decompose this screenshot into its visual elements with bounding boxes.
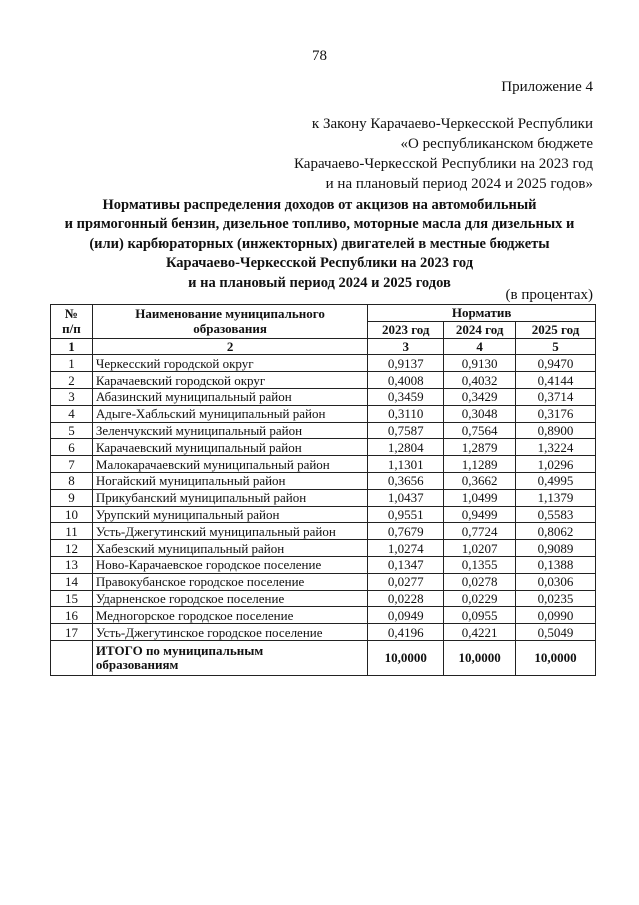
row-value-2025: 0,1388 bbox=[516, 556, 596, 573]
total-number-cell bbox=[51, 640, 93, 675]
row-value-2025: 0,3714 bbox=[516, 388, 596, 405]
table-row bbox=[51, 590, 596, 607]
column-number: 1 bbox=[51, 338, 93, 355]
norms-table bbox=[50, 304, 596, 676]
row-name: Урупский муниципальный район bbox=[92, 506, 367, 523]
row-value-2024: 0,7564 bbox=[444, 422, 516, 439]
total-2025: 10,0000 bbox=[516, 640, 596, 675]
row-value-2024: 0,9130 bbox=[444, 355, 516, 372]
units-note: (в процентах) bbox=[505, 287, 593, 303]
table-row bbox=[51, 372, 596, 389]
law-reference-line: к Закону Карачаево-Черкесской Республики bbox=[311, 116, 593, 132]
row-value-2023: 0,4196 bbox=[368, 624, 444, 641]
row-number: 6 bbox=[51, 439, 93, 456]
row-value-2025: 0,9470 bbox=[516, 355, 596, 372]
row-value-2025: 1,1379 bbox=[516, 489, 596, 506]
table-row bbox=[51, 523, 596, 540]
law-reference-line: и на плановый период 2024 и 2025 годов» bbox=[325, 176, 593, 192]
column-number: 4 bbox=[444, 338, 516, 355]
row-value-2025: 0,0235 bbox=[516, 590, 596, 607]
row-number: 13 bbox=[51, 556, 93, 573]
row-value-2023: 1,1301 bbox=[368, 456, 444, 473]
title-line: (или) карбюраторных (инжекторных) двигателей в местные бюджеты bbox=[89, 235, 550, 252]
row-name: Ногайский муниципальный район bbox=[92, 472, 367, 489]
row-value-2024: 0,1355 bbox=[444, 556, 516, 573]
row-number: 16 bbox=[51, 607, 93, 624]
row-value-2025: 0,5049 bbox=[516, 624, 596, 641]
row-value-2023: 0,9137 bbox=[368, 355, 444, 372]
row-value-2025: 1,3224 bbox=[516, 439, 596, 456]
row-value-2024: 0,3429 bbox=[444, 388, 516, 405]
header-number-line1: № bbox=[64, 306, 78, 322]
header-year-2024: 2024 год bbox=[444, 321, 516, 338]
row-name: Прикубанский муниципальный район bbox=[92, 489, 367, 506]
table-row bbox=[51, 472, 596, 489]
header-year-2023: 2023 год bbox=[368, 321, 444, 338]
title-line: Нормативы распределения доходов от акцизов на автомобильный bbox=[102, 197, 537, 213]
law-reference bbox=[294, 114, 593, 194]
header-name-line1: Наименование муниципального bbox=[135, 306, 325, 322]
row-name: Усть-Джегутинское городское поселение bbox=[92, 624, 367, 641]
row-number: 5 bbox=[51, 422, 93, 439]
row-name: Ново-Карачаевское городское поселение bbox=[92, 556, 367, 573]
total-row bbox=[51, 640, 596, 675]
row-name: Медногорское городское поселение bbox=[92, 607, 367, 624]
header-norm: Норматив bbox=[368, 305, 596, 322]
row-value-2025: 0,0990 bbox=[516, 607, 596, 624]
column-number: 5 bbox=[516, 338, 596, 355]
header-name-line2: образования bbox=[193, 321, 267, 337]
table-row bbox=[51, 439, 596, 456]
row-name: Карачаевский городской округ bbox=[92, 372, 367, 389]
total-name-line1: ИТОГО по муниципальным bbox=[95, 642, 264, 658]
row-name: Карачаевский муниципальный район bbox=[92, 439, 367, 456]
total-name-cell bbox=[92, 640, 367, 675]
row-name: Адыге-Хабльский муниципальный район bbox=[92, 405, 367, 422]
row-value-2023: 1,0437 bbox=[368, 489, 444, 506]
row-name: Зеленчукский муниципальный район bbox=[92, 422, 367, 439]
header-number-line2: п/п bbox=[62, 321, 81, 337]
row-value-2024: 0,0278 bbox=[444, 573, 516, 590]
title-line: и на плановый период 2024 и 2025 годов bbox=[188, 274, 451, 291]
table-row bbox=[51, 405, 596, 422]
row-number: 14 bbox=[51, 573, 93, 590]
row-number: 1 bbox=[51, 355, 93, 372]
row-value-2023: 0,0228 bbox=[368, 590, 444, 607]
title-line: и прямогонный бензин, дизельное топливо, моторные масла для дизельных и bbox=[64, 216, 575, 233]
column-number: 3 bbox=[368, 338, 444, 355]
header-number bbox=[51, 305, 93, 339]
table-row bbox=[51, 456, 596, 473]
table-row bbox=[51, 556, 596, 573]
header-name bbox=[92, 305, 367, 339]
row-value-2023: 0,1347 bbox=[368, 556, 444, 573]
row-name: Черкесский городской округ bbox=[92, 355, 367, 372]
table-row bbox=[51, 422, 596, 439]
table-row bbox=[51, 489, 596, 506]
row-name: Усть-Джегутинский муниципальный район bbox=[92, 523, 367, 540]
row-value-2024: 1,1289 bbox=[444, 456, 516, 473]
row-value-2025: 1,0296 bbox=[516, 456, 596, 473]
row-number: 10 bbox=[51, 506, 93, 523]
table-row bbox=[51, 540, 596, 557]
table-row bbox=[51, 355, 596, 372]
table-row bbox=[51, 624, 596, 641]
row-number: 15 bbox=[51, 590, 93, 607]
row-number: 3 bbox=[51, 388, 93, 405]
appendix-label: Приложение 4 bbox=[501, 79, 593, 95]
page-number: 78 bbox=[312, 48, 327, 64]
row-number: 2 bbox=[51, 372, 93, 389]
row-number: 7 bbox=[51, 456, 93, 473]
row-name: Ударненское городское поселение bbox=[92, 590, 367, 607]
row-value-2023: 1,0274 bbox=[368, 540, 444, 557]
row-value-2023: 0,3110 bbox=[368, 405, 444, 422]
header-year-2025: 2025 год bbox=[516, 321, 596, 338]
row-value-2024: 1,0499 bbox=[444, 489, 516, 506]
row-value-2024: 0,4032 bbox=[444, 372, 516, 389]
row-name: Правокубанское городское поселение bbox=[92, 573, 367, 590]
law-reference-line: «О республиканском бюджете bbox=[400, 136, 593, 152]
row-value-2023: 0,3656 bbox=[368, 472, 444, 489]
row-value-2024: 0,3662 bbox=[444, 472, 516, 489]
table-row bbox=[51, 388, 596, 405]
row-value-2025: 0,5583 bbox=[516, 506, 596, 523]
row-value-2023: 0,4008 bbox=[368, 372, 444, 389]
row-value-2024: 0,9499 bbox=[444, 506, 516, 523]
total-name-line2: образованиям bbox=[95, 656, 179, 672]
row-number: 17 bbox=[51, 624, 93, 641]
total-2024: 10,0000 bbox=[444, 640, 516, 675]
row-name: Хабезский муниципальный район bbox=[92, 540, 367, 557]
table-row bbox=[51, 607, 596, 624]
row-value-2024: 1,0207 bbox=[444, 540, 516, 557]
row-value-2025: 0,8062 bbox=[516, 523, 596, 540]
title-line: Карачаево-Черкесской Республики на 2023 год bbox=[165, 255, 474, 272]
row-value-2023: 0,3459 bbox=[368, 388, 444, 405]
row-value-2024: 0,0229 bbox=[444, 590, 516, 607]
row-number: 9 bbox=[51, 489, 93, 506]
row-value-2024: 0,4221 bbox=[444, 624, 516, 641]
row-name: Малокарачаевский муниципальный район bbox=[92, 456, 367, 473]
table-row bbox=[51, 506, 596, 523]
row-value-2023: 0,0949 bbox=[368, 607, 444, 624]
row-value-2025: 0,4995 bbox=[516, 472, 596, 489]
row-value-2025: 0,4144 bbox=[516, 372, 596, 389]
total-2023: 10,0000 bbox=[368, 640, 444, 675]
row-number: 8 bbox=[51, 472, 93, 489]
row-value-2023: 0,7587 bbox=[368, 422, 444, 439]
row-number: 11 bbox=[51, 523, 93, 540]
row-value-2023: 1,2804 bbox=[368, 439, 444, 456]
row-number: 12 bbox=[51, 540, 93, 557]
table-row bbox=[51, 573, 596, 590]
row-value-2025: 0,3176 bbox=[516, 405, 596, 422]
row-value-2025: 0,0306 bbox=[516, 573, 596, 590]
row-value-2024: 1,2879 bbox=[444, 439, 516, 456]
row-value-2024: 0,0955 bbox=[444, 607, 516, 624]
column-numbers-row bbox=[51, 338, 596, 355]
row-value-2023: 0,0277 bbox=[368, 573, 444, 590]
row-value-2023: 0,9551 bbox=[368, 506, 444, 523]
column-number: 2 bbox=[92, 338, 367, 355]
row-number: 4 bbox=[51, 405, 93, 422]
document-title bbox=[40, 196, 599, 293]
row-value-2024: 0,3048 bbox=[444, 405, 516, 422]
law-reference-line: Карачаево-Черкесской Республики на 2023 год bbox=[294, 156, 593, 172]
row-value-2025: 0,8900 bbox=[516, 422, 596, 439]
row-value-2024: 0,7724 bbox=[444, 523, 516, 540]
row-name: Абазинский муниципальный район bbox=[92, 388, 367, 405]
row-value-2025: 0,9089 bbox=[516, 540, 596, 557]
row-value-2023: 0,7679 bbox=[368, 523, 444, 540]
